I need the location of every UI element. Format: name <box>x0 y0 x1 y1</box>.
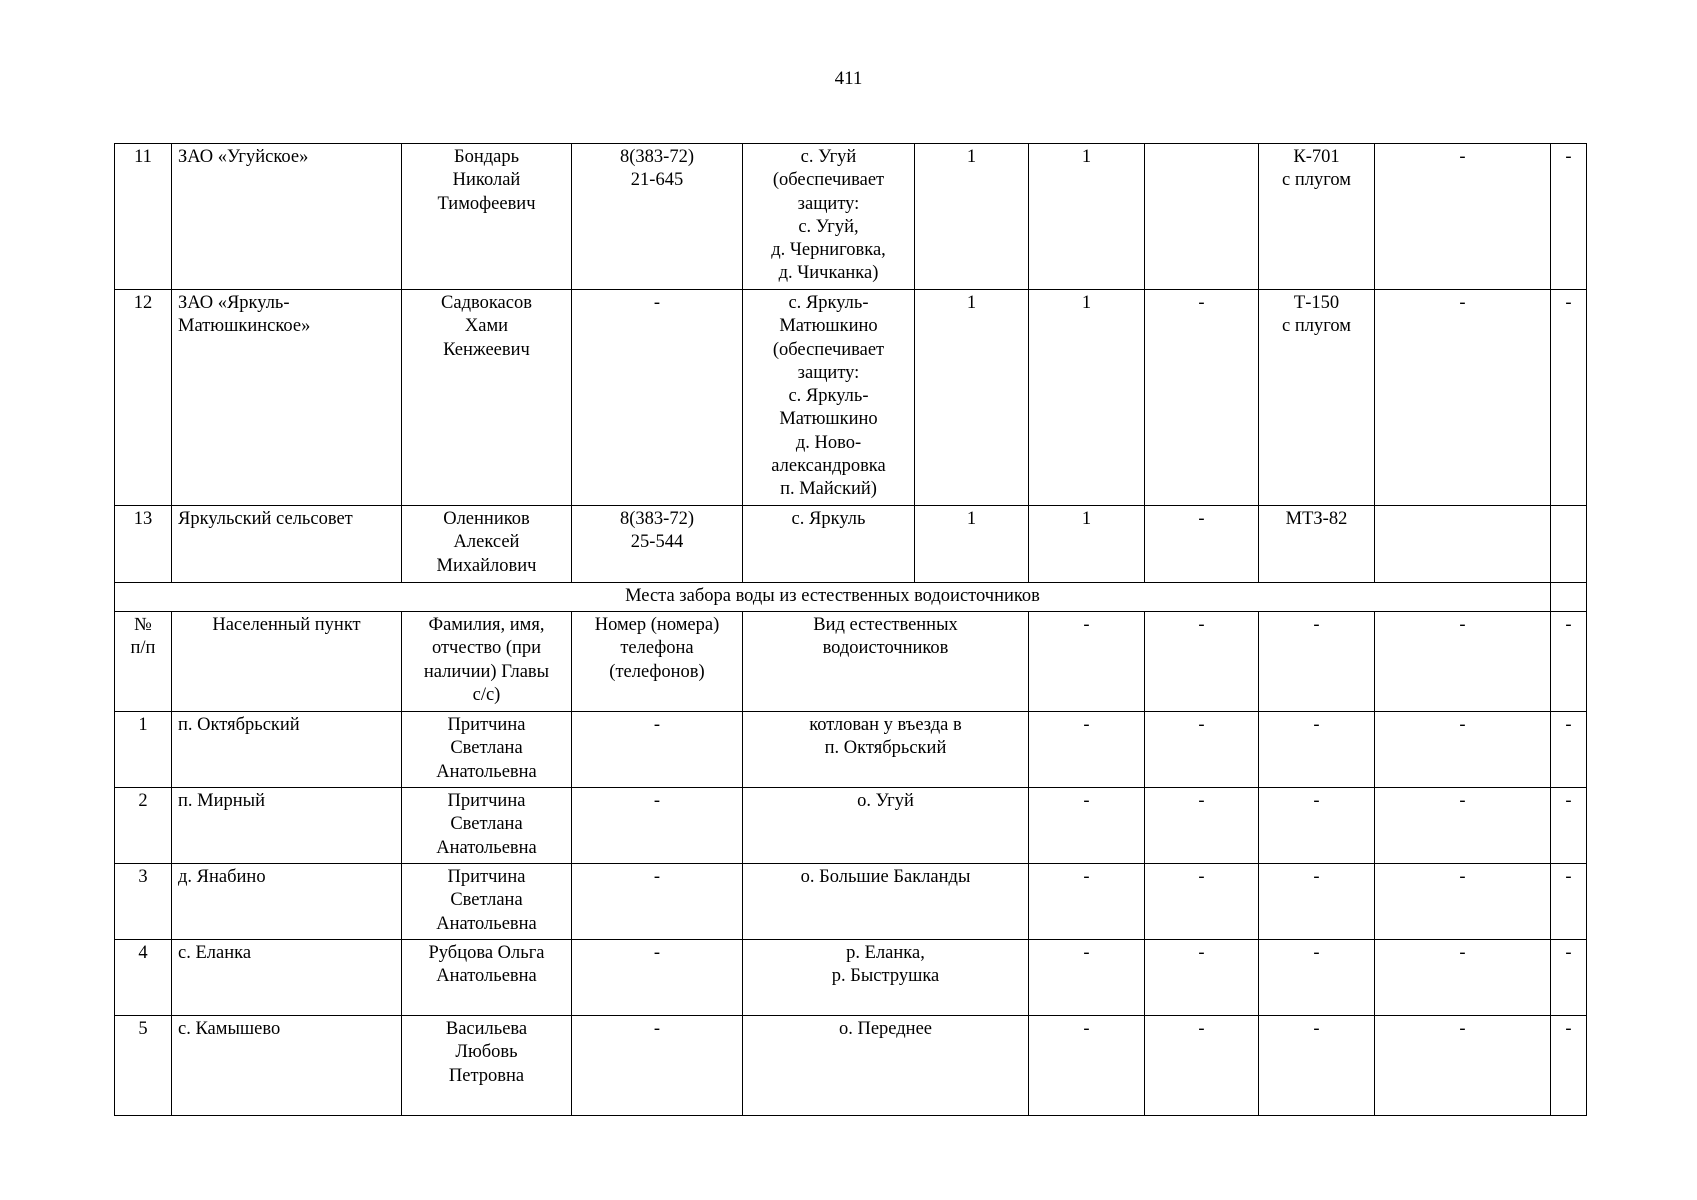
settlement: д. Янабино <box>172 864 402 940</box>
cell: - <box>1375 612 1551 712</box>
cell: - <box>1551 144 1587 290</box>
cell: - <box>1029 940 1145 1016</box>
equipment: К-701 с плугом <box>1259 144 1375 290</box>
cell: - <box>1551 290 1587 506</box>
cell: - <box>1551 612 1587 712</box>
cell: - <box>1145 940 1259 1016</box>
cell: - <box>1375 712 1551 788</box>
column-header-phone: Номер (номера) телефона (телефонов) <box>572 612 743 712</box>
cell: - <box>1259 788 1375 864</box>
cell: - <box>1259 712 1375 788</box>
cell: - <box>1375 290 1551 506</box>
cell: - <box>1375 144 1551 290</box>
header-row <box>115 612 1587 712</box>
cell: 1 <box>915 144 1029 290</box>
row-number: 5 <box>115 1016 172 1116</box>
water-source: котлован у въезда в п. Октябрьский <box>743 712 1029 788</box>
row-number: 4 <box>115 940 172 1016</box>
phone: - <box>572 788 743 864</box>
cell <box>1375 506 1551 583</box>
cell: - <box>1259 864 1375 940</box>
cell: 1 <box>915 290 1029 506</box>
head-name: Притчина Светлана Анатольевна <box>402 864 572 940</box>
row-number: 12 <box>115 290 172 506</box>
cell: - <box>1029 712 1145 788</box>
cell <box>1551 506 1587 583</box>
equipment: МТЗ-82 <box>1259 506 1375 583</box>
cell: - <box>1259 612 1375 712</box>
cell: - <box>1375 864 1551 940</box>
cell: 1 <box>1029 290 1145 506</box>
cell: - <box>1145 290 1259 506</box>
cell: - <box>1551 712 1587 788</box>
cell: - <box>1551 940 1587 1016</box>
cell: - <box>1145 788 1259 864</box>
column-header-settlement: Населенный пункт <box>172 612 402 712</box>
cell: - <box>1029 788 1145 864</box>
column-header-source: Вид естественных водоисточников <box>743 612 1029 712</box>
cell: - <box>1145 506 1259 583</box>
phone: - <box>572 1016 743 1116</box>
location: с. Яркуль- Матюшкино (обеспечивает защиту: с. Яркуль- Матюшкино д. Ново- александровка п. Майский) <box>743 290 915 506</box>
phone: 8(383-72) 21-645 <box>572 144 743 290</box>
phone: - <box>572 940 743 1016</box>
section-title: Места забора воды из естественных водоисточников <box>115 583 1551 612</box>
equipment: Т-150 с плугом <box>1259 290 1375 506</box>
cell: 1 <box>915 506 1029 583</box>
cell: - <box>1145 864 1259 940</box>
cell: - <box>1375 788 1551 864</box>
cell: - <box>1029 1016 1145 1116</box>
cell: 1 <box>1029 506 1145 583</box>
head-name: Притчина Светлана Анатольевна <box>402 788 572 864</box>
settlement: п. Октябрьский <box>172 712 402 788</box>
table-row <box>115 864 1587 940</box>
organization-name: ЗАО «Яркуль- Матюшкинское» <box>172 290 402 506</box>
row-number: 2 <box>115 788 172 864</box>
table-row <box>115 712 1587 788</box>
row-number: 3 <box>115 864 172 940</box>
water-source: о. Угуй <box>743 788 1029 864</box>
fire-water-table <box>114 143 1587 1116</box>
phone: 8(383-72) 25-544 <box>572 506 743 583</box>
organization-name: Яркульский сельсовет <box>172 506 402 583</box>
cell: - <box>1259 1016 1375 1116</box>
cell: - <box>1029 612 1145 712</box>
settlement: п. Мирный <box>172 788 402 864</box>
phone: - <box>572 290 743 506</box>
cell <box>1551 583 1587 612</box>
water-source: р. Еланка, р. Быструшка <box>743 940 1029 1016</box>
head-name: Оленников Алексей Михайлович <box>402 506 572 583</box>
cell: 1 <box>1029 144 1145 290</box>
cell: - <box>1551 864 1587 940</box>
column-header-head: Фамилия, имя, отчество (при наличии) Главы с/с) <box>402 612 572 712</box>
row-number: 13 <box>115 506 172 583</box>
settlement: с. Еланка <box>172 940 402 1016</box>
cell: - <box>1029 864 1145 940</box>
settlement: с. Камышево <box>172 1016 402 1116</box>
cell: - <box>1259 940 1375 1016</box>
column-header-number: № п/п <box>115 612 172 712</box>
table-row <box>115 940 1587 1016</box>
head-name: Бондарь Николай Тимофеевич <box>402 144 572 290</box>
table-row <box>115 1016 1587 1116</box>
location: с. Яркуль <box>743 506 915 583</box>
phone: - <box>572 864 743 940</box>
cell: - <box>1375 1016 1551 1116</box>
cell: - <box>1375 940 1551 1016</box>
cell: - <box>1551 1016 1587 1116</box>
cell: - <box>1145 1016 1259 1116</box>
table-row <box>115 506 1587 583</box>
row-number: 1 <box>115 712 172 788</box>
cell: - <box>1551 788 1587 864</box>
water-source: о. Переднее <box>743 1016 1029 1116</box>
head-name: Рубцова Ольга Анатольевна <box>402 940 572 1016</box>
phone: - <box>572 712 743 788</box>
head-name: Притчина Светлана Анатольевна <box>402 712 572 788</box>
head-name: Васильева Любовь Петровна <box>402 1016 572 1116</box>
cell: - <box>1145 712 1259 788</box>
cell: - <box>1145 612 1259 712</box>
head-name: Садвокасов Хами Кенжеевич <box>402 290 572 506</box>
row-number: 11 <box>115 144 172 290</box>
table-row <box>115 788 1587 864</box>
table-row <box>115 144 1587 290</box>
organization-name: ЗАО «Угуйское» <box>172 144 402 290</box>
table-row <box>115 290 1587 506</box>
page-number: 411 <box>834 68 863 89</box>
cell <box>1145 144 1259 290</box>
water-source: о. Большие Бакланды <box>743 864 1029 940</box>
location: с. Угуй (обеспечивает защиту: с. Угуй, д. Черниговка, д. Чичканка) <box>743 144 915 290</box>
section-row <box>115 583 1587 612</box>
